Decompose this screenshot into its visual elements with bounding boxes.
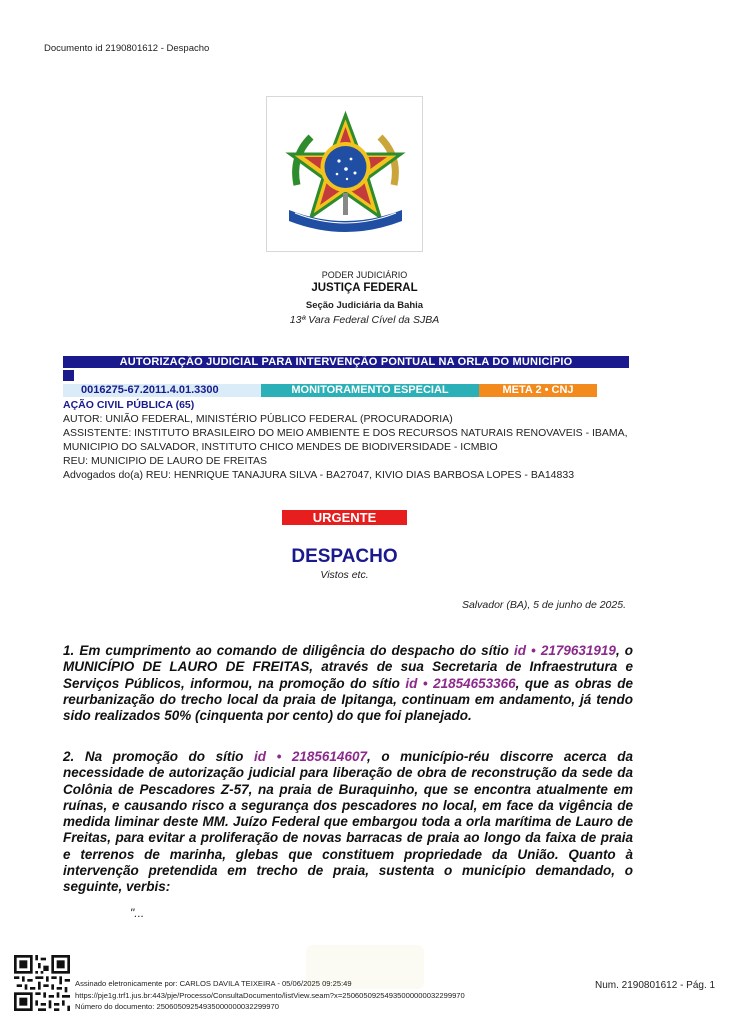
date-place-line: Salvador (BA), 5 de junho de 2025. (461, 599, 626, 611)
paragraph-1 (63, 643, 633, 724)
party-reu: REU: MUNICIPIO DE LAURO DE FREITAS (63, 455, 267, 467)
document-id-link[interactable]: id • 2179631919 (514, 643, 616, 658)
paragraph-1-text-a: 1. Em cumprimento ao comando de diligência do despacho do sítio (63, 643, 514, 658)
document-subtitle: Vistos etc. (320, 569, 369, 581)
party-autor: AUTOR: UNIÃO FEDERAL, MINISTÉRIO PÚBLICO FEDERAL (PROCURADORIA) (63, 413, 453, 425)
paragraph-1-text-c: , que as obras de reurbanização do trecho local da praia de Ipitanga, continuam em andamento, já tendo sido realizados 50% (cinquenta por cento) do que foi planejado. (63, 675, 633, 724)
party-advogados: Advogados do(a) REU: HENRIQUE TANAJURA SILVA - BA27047, KIVIO DIAS BARBOSA LOPES - BA14833 (63, 469, 575, 481)
header-section: Seção Judiciária da Bahia (305, 300, 424, 311)
document-title: DESPACHO (291, 546, 398, 567)
document-number: Número do documento: 25060509254935000000032299970 (75, 1002, 279, 1011)
subject-title-bar: AUTORIZAÇÃO JUDICIAL PARA INTERVENÇÃO PONTUAL NA ORLA DO MUNICÍPIO (63, 356, 629, 368)
quote-start: "... (130, 906, 145, 920)
coat-of-arms (266, 96, 423, 252)
party-assistente: ASSISTENTE: INSTITUTO BRASILEIRO DO MEIO AMBIENTE E DOS RECURSOS NATURAIS RENOVAVEIS - IBAMA, MUNICIPIO DO SALVADOR, INSTITUTO CHICO MENDES DE BIODIVERSIDADE - ICMBIO (63, 427, 628, 453)
decorative-square (63, 370, 74, 381)
page-number: Num. 2190801612 - Pág. 1 (595, 980, 716, 991)
document-id-header: Documento id 2190801612 - Despacho (44, 43, 210, 54)
brazil-coat-of-arms-icon (267, 97, 424, 253)
paragraph-2-text-b: , o município-réu discorre acerca da necessidade de autorização judicial para liberação de obra de reconstrução da sede da Colônia de Pescadores Z-57, na praia de Buraquinho, que se encontra atualmente em ruínas, e causando risco a segurança dos pescadores no local, em face da vigência de medida liminar deste MM. Juízo Federal que embargou toda a orla marítima de Lauro de Freitas, para evitar a proliferação de novas barracas de praia ao longo da faixa de praia e terrenos de marinha, glebas que constituem propriedade da União. Quanto à intervenção pretendida em trecho de praia, sustenta o município demandado, o seguinte, verbis: (63, 749, 634, 895)
verification-url[interactable]: https://pje1g.trf1.jus.br:443/pje/Processo/ConsultaDocumento/listView.seam?x=25060509254935000000032299970 (75, 990, 465, 1000)
paragraph-2-text-a: 2. Na promoção do sítio (63, 749, 254, 764)
header-judiciary: PODER JUDICIÁRIO (321, 270, 408, 280)
paragraph-1-text-b: , o MUNICÍPIO DE LAURO DE FREITAS, através de sua Secretaria de Infraestrutura e Serviços Públicos, informou, na promoção do sítio (63, 643, 633, 691)
document-id-link[interactable]: id • 2185614607 (253, 749, 367, 764)
process-number-tag: 0016275-67.2011.4.01.3300 (63, 384, 261, 397)
header-court: JUSTIÇA FEDERAL (311, 282, 418, 294)
signature-footer (75, 978, 465, 1013)
qr-code-icon[interactable] (14, 955, 70, 1011)
action-class: AÇÃO CIVIL PÚBLICA (65) (63, 399, 195, 411)
paragraph-2 (63, 749, 633, 896)
document-id-link[interactable]: id • 21854653366 (405, 675, 516, 691)
header-vara: 13ª Vara Federal Cível da SJBA (289, 314, 440, 326)
signed-by: Assinado eletronicamente por: CARLOS DAVILA TEIXEIRA - 05/06/2025 09:25:49 (75, 979, 352, 988)
monitoring-tag: MONITORAMENTO ESPECIAL (261, 384, 479, 397)
parties-block (63, 398, 643, 482)
urgent-badge: URGENTE (282, 510, 407, 525)
meta-cnj-tag: META 2 • CNJ (479, 384, 597, 397)
